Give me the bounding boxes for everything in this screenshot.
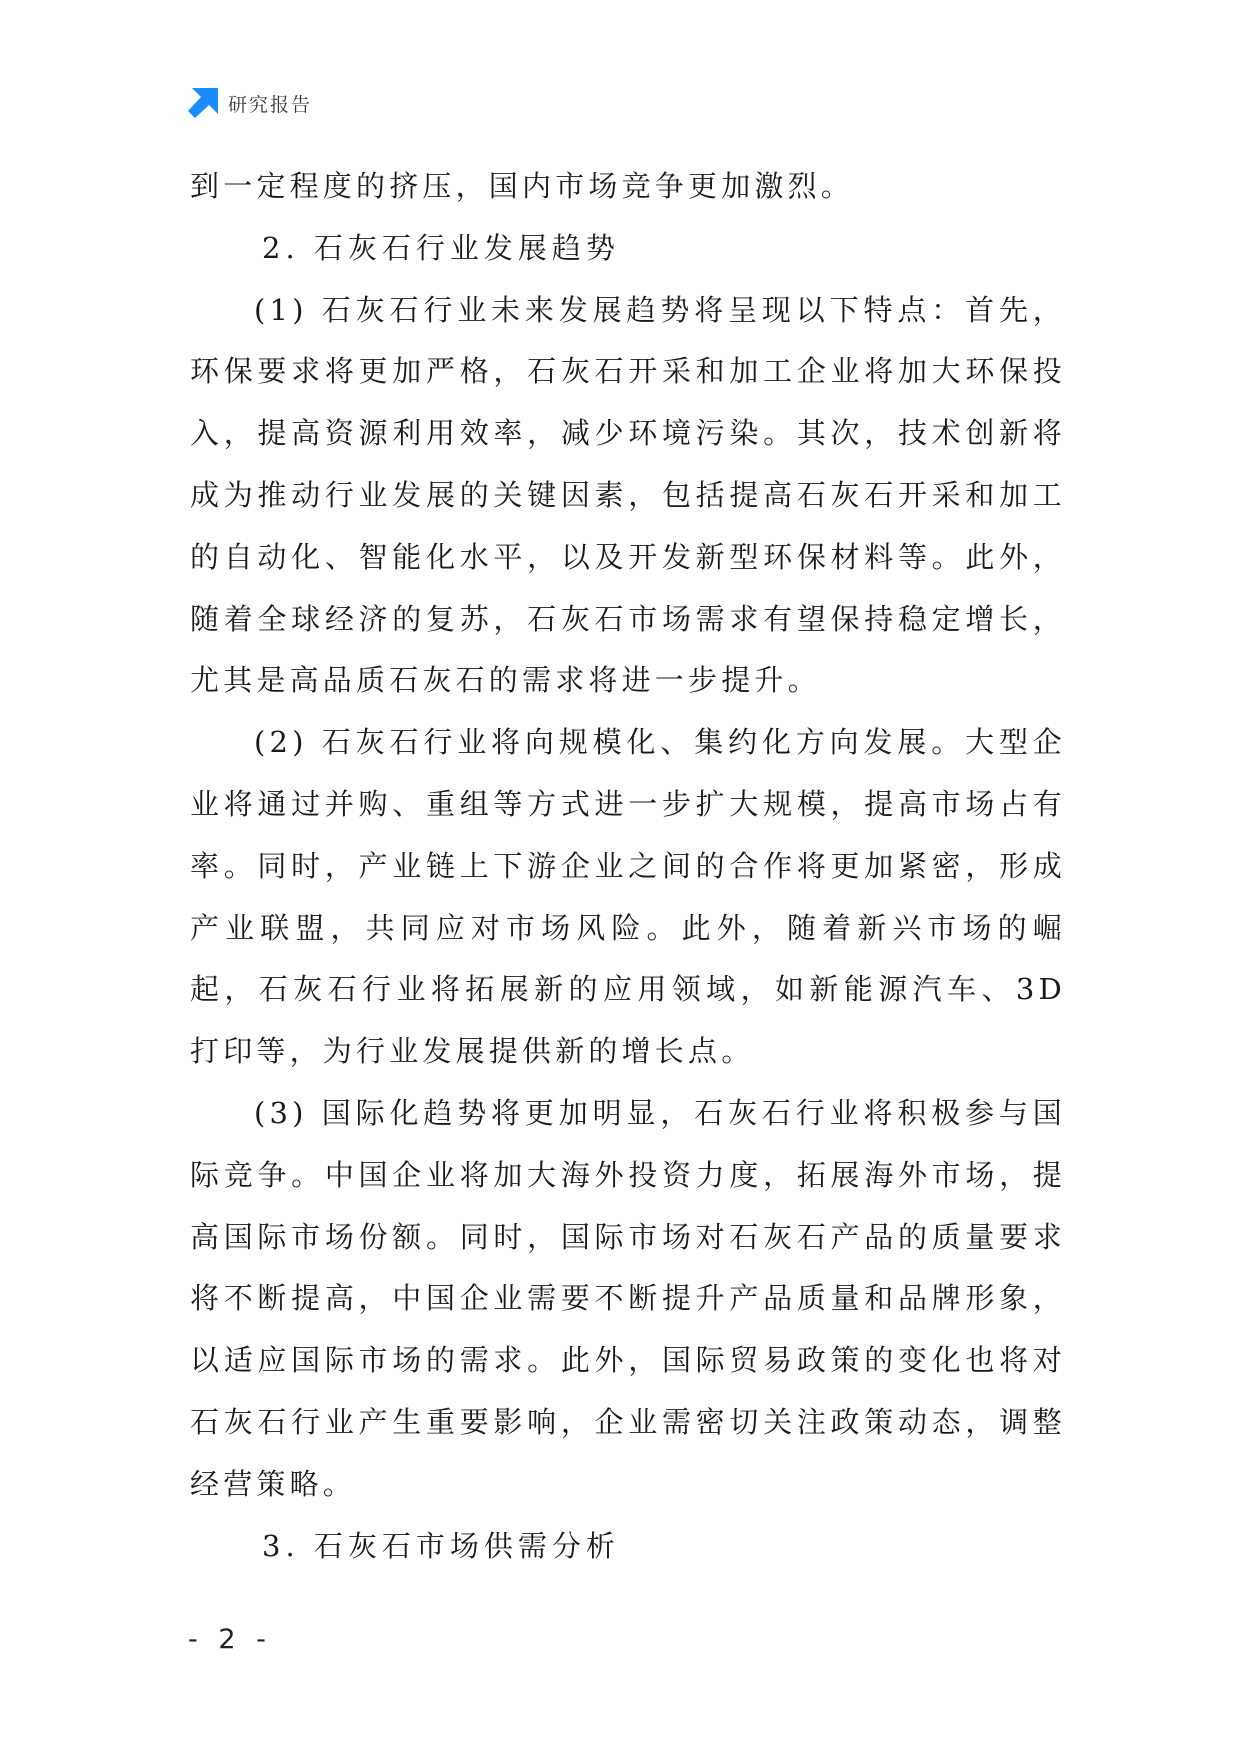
arrow-up-right-logo-icon — [188, 88, 218, 118]
page-number: - 2 - — [188, 1624, 272, 1655]
section-heading-3: 3. 石灰石市场供需分析 — [262, 1528, 620, 1563]
paragraph-continuation: 到一定程度的挤压，国内市场竞争更加激烈。 — [190, 169, 855, 203]
document-body — [190, 156, 1066, 1577]
paragraph-trend-2: (2) 石灰石行业将向规模化、集约化方向发展。大型企业将通过并购、重组等方式进一步扩大规模，提高市场占有率。同时，产业链上下游企业之间的合作将更加紧密，形成产业联盟，共同应对市场风险。此外，随着新兴市场的崛起，石灰石行业将拓展新的应用领域，如新能源汽车、3D 打印等，为行业发展提供新的增长点。 — [190, 725, 1066, 1069]
page-header — [188, 88, 312, 118]
header-title: 研究报告 — [228, 93, 313, 116]
paragraph-trend-1: (1) 石灰石行业未来发展趋势将呈现以下特点：首先，环保要求将更加严格，石灰石开采和加工企业将加大环保投入，提高资源利用效率，减少环境污染。其次，技术创新将成为推动行业发展的关键因素，包括提高石灰石开采和加工的自动化、智能化水平，以及开发新型环保材料等。此外，随着全球经济的复苏，石灰石市场需求有望保持稳定增长，尤其是高品质石灰石的需求将进一步提升。 — [190, 292, 1066, 698]
paragraph-trend-3: (3) 国际化趋势将更加明显，石灰石行业将积极参与国际竞争。中国企业将加大海外投资力度，拓展海外市场，提高国际市场份额。同时，国际市场对石灰石产品的质量要求将不断提高，中国企业需要不断提升产品质量和品牌形象，以适应国际市场的需求。此外，国际贸易政策的变化也将对石灰石行业产生重要影响，企业需密切关注政策动态，调整经营策略。 — [190, 1095, 1066, 1501]
section-heading-2: 2. 石灰石行业发展趋势 — [262, 230, 620, 265]
